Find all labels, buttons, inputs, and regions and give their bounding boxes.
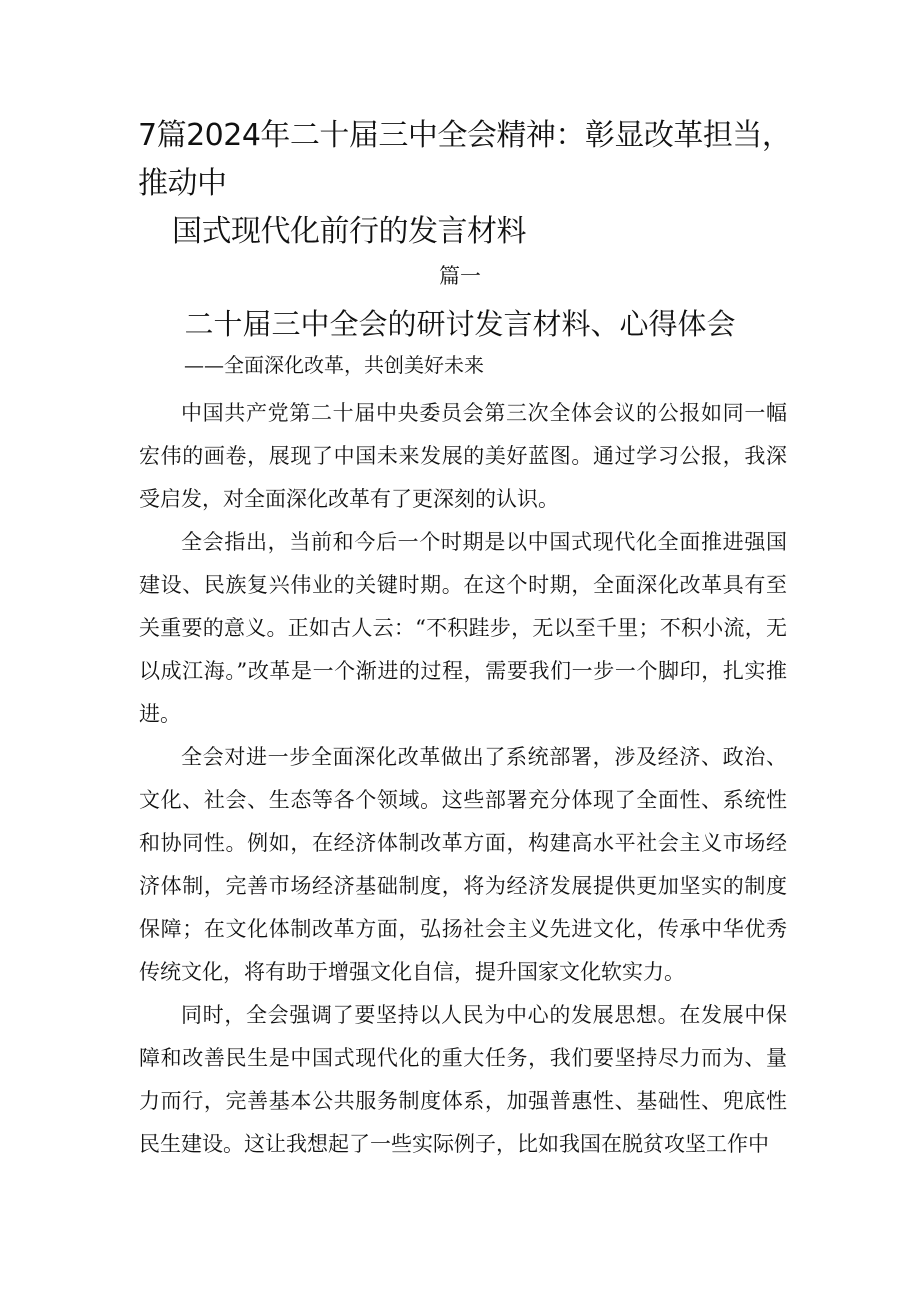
paragraph: 全会指出，当前和今后一个时期是以中国式现代化全面推进强国建设、民族复兴伟业的关键时期。在这个时期，全面深化改革具有至关重要的意义。正如古人云：“不积跬步，无以至千里；不积小流，无以成江海。”改革是一个渐进的过程，需要我们一步一个脚印，扎实推进。: [139, 530, 787, 726]
article-title: 二十届三中全会的研讨发言材料、心得体会: [184, 307, 736, 341]
article-subtitle: ——全面深化改革，共创美好未来: [184, 353, 484, 377]
article-body: [139, 392, 787, 1166]
paragraph: 中国共产党第二十届中央委员会第三次全体会议的公报如同一幅宏伟的画卷，展现了中国未来发展的美好蓝图。通过学习公报，我深受启发，对全面深化改革有了更深刻的认识。: [139, 401, 787, 511]
document-title-line2: 国式现代化前行的发言材料: [172, 214, 526, 249]
section-label: 篇一: [439, 264, 481, 288]
paragraph: 同时，全会强调了要坚持以人民为中心的发展思想。在发展中保障和改善民生是中国式现代化的重大任务，我们要坚持尽力而为、量力而行，完善基本公共服务制度体系，加强普惠性、基础性、兜底性民生建设。这让我想起了一些实际例子，比如我国在脱贫攻坚工作中: [139, 1003, 787, 1156]
document-title: [138, 112, 798, 256]
paragraph: 全会对进一步全面深化改革做出了系统部署，涉及经济、政治、文化、社会、生态等各个领域。这些部署充分体现了全面性、系统性和协同性。例如，在经济体制改革方面，构建高水平社会主义市场经济体制，完善市场经济基础制度，将为经济发展提供更加坚实的制度保障；在文化体制改革方面，弘扬社会主义先进文化，传承中华优秀传统文化，将有助于增强文化自信，提升国家文化软实力。: [139, 745, 787, 984]
document-title-line1: 7篇2024年二十届三中全会精神：彰显改革担当，推动中: [138, 118, 792, 201]
